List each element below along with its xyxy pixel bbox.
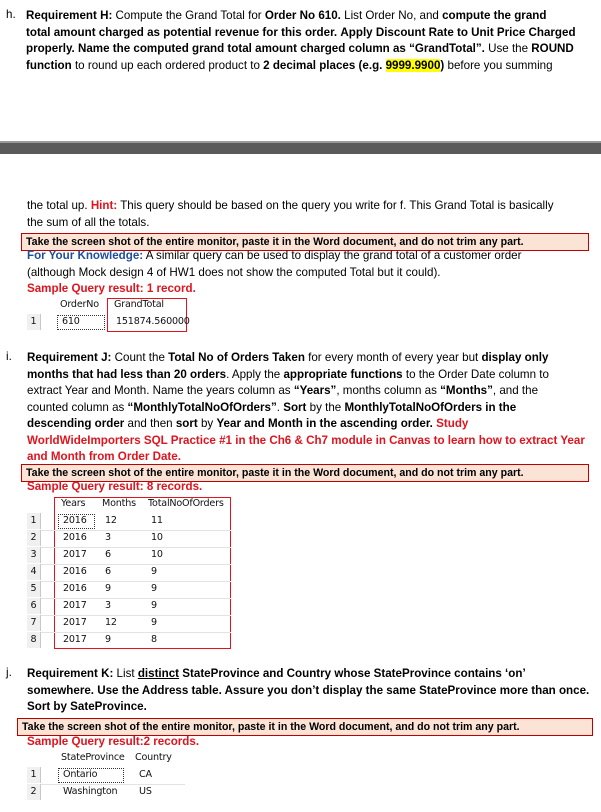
table-cell: 12 — [105, 617, 117, 628]
text-run: total amount charged as potential revenue for this order. — [26, 25, 338, 39]
table-cell: 9 — [151, 600, 157, 611]
row-number: 8 — [27, 632, 41, 648]
table-cell: 9 — [151, 566, 157, 577]
text-run: “Months” — [440, 384, 493, 397]
page-break-bar — [0, 143, 601, 154]
text-run: the total up. — [27, 199, 91, 212]
section-i-requirement-text — [27, 350, 597, 466]
cell-orderno: 610 — [62, 316, 80, 327]
text-run: List Order No, and — [340, 9, 443, 22]
text-run: Study — [436, 417, 469, 430]
text-run: Use the — [484, 42, 532, 55]
section-j-screenshot-note: Take the screen shot of the entire monitor, paste it in the Word document, and do not trim any part. — [17, 718, 593, 736]
text-line — [27, 416, 597, 433]
text-run: Requirement K: — [27, 667, 114, 680]
section-i-sample-label: Sample Query result: 8 records. — [27, 480, 203, 493]
text-run: extract Year and Month. Name the years column as — [27, 384, 294, 397]
text-line — [27, 433, 597, 450]
table-cell: 2017 — [63, 617, 87, 628]
section-j-sample-label: Sample Query result:2 records. — [27, 735, 200, 748]
text-run: , and the — [492, 384, 539, 397]
text-run: for every month of every year but — [304, 351, 482, 364]
text-run: StateProvince and Country whose StateProvince contains ‘on’ — [182, 667, 526, 680]
text-line — [27, 248, 597, 265]
table-cell: 10 — [151, 549, 163, 560]
row-number: 4 — [27, 564, 41, 580]
text-line — [26, 41, 596, 58]
table-cell: 2017 — [63, 600, 87, 611]
text-line — [27, 350, 597, 367]
row-number: 2 — [27, 530, 41, 546]
text-run: This query should be based on the query you write for f. This Grand Total is basically — [117, 199, 554, 212]
section-i-screenshot-note: Take the screen shot of the entire monitor, paste it in the Word document, and do not trim any part. — [21, 464, 589, 482]
text-run: compute the grand — [442, 9, 547, 22]
section-h-marker: h. — [6, 8, 16, 21]
section-h-sample-label: Sample Query result: 1 record. — [27, 282, 196, 295]
text-line — [26, 25, 596, 42]
cell-grandtotal: 151874.560000 — [116, 316, 190, 327]
text-run: For Your Knowledge: — [27, 249, 144, 262]
text-run: ) — [440, 58, 445, 72]
text-line — [27, 666, 597, 683]
column-header-totalnooforders: TotalNoOfOrders — [148, 498, 224, 509]
text-run: counted column as — [27, 400, 128, 414]
row-number: 6 — [27, 598, 41, 614]
column-header-stateprovince: StateProvince — [61, 752, 125, 763]
section-h-continued-text — [27, 198, 597, 231]
table-cell: 2016 — [63, 532, 87, 543]
table-cell: 9 — [151, 583, 157, 594]
section-i-marker: i. — [6, 350, 12, 363]
text-run: MonthlyTotalNoOfOrders in the — [344, 400, 517, 414]
section-h-result-grid — [27, 297, 192, 333]
text-line — [27, 367, 597, 384]
text-run: 9999.9900 — [385, 58, 441, 72]
row-number: 1 — [27, 767, 41, 783]
text-line — [27, 215, 597, 232]
table-cell: Ontario — [63, 769, 98, 780]
text-run: “Years” — [293, 384, 337, 397]
text-run: months that had less than 20 orders — [27, 367, 227, 381]
text-line — [26, 8, 596, 25]
text-run: display only — [481, 351, 549, 364]
row-number: 7 — [27, 615, 41, 631]
section-h-requirement-text — [26, 8, 596, 74]
text-line — [27, 699, 597, 716]
text-run: Total No of Orders Taken — [168, 351, 305, 364]
text-run: properly. — [26, 42, 75, 55]
text-line — [27, 198, 597, 215]
text-line — [27, 383, 597, 400]
text-run: and then — [124, 417, 176, 430]
table-cell: 9 — [151, 617, 157, 628]
table-cell: 12 — [105, 515, 117, 526]
table-cell: 6 — [105, 566, 111, 577]
text-run: . Apply the — [226, 367, 284, 381]
section-j-requirement-text — [27, 666, 597, 716]
table-cell: 11 — [151, 515, 163, 526]
section-j-result-grid — [27, 750, 187, 804]
text-run: Sort — [283, 400, 307, 414]
text-run: appropriate functions — [283, 367, 403, 381]
text-line — [26, 58, 596, 75]
text-run: by — [197, 417, 217, 430]
table-cell: 6 — [105, 549, 111, 560]
text-run: the sum of all the totals. — [27, 215, 150, 229]
text-run: Apply Discount Rate to Unit Price Charged — [340, 25, 576, 39]
text-run: and Month from Order Date. — [27, 450, 181, 463]
table-cell: 2016 — [63, 566, 87, 577]
row-number: 3 — [27, 547, 41, 563]
table-cell: 9 — [105, 583, 111, 594]
text-run: sort — [175, 417, 198, 430]
text-run: descending order — [27, 417, 125, 430]
table-cell: 8 — [151, 634, 157, 645]
table-cell: 2017 — [63, 549, 87, 560]
table-cell: 2016 — [63, 515, 87, 526]
table-cell: US — [139, 786, 152, 797]
text-run: “MonthlyTotalNoOfOrders” — [127, 400, 277, 414]
text-run: WorldWideImporters SQL Practice #1 in the Ch6 & Ch7 module in Canvas to learn how to extract Year — [27, 433, 585, 447]
text-run: , months column as — [336, 384, 441, 397]
text-run: Order No 610. — [264, 9, 341, 22]
text-line — [27, 400, 597, 417]
table-cell: 2016 — [63, 583, 87, 594]
text-run: . — [276, 400, 284, 414]
table-cell: 10 — [151, 532, 163, 543]
section-i-result-grid — [27, 496, 233, 650]
column-header-months: Months — [102, 498, 136, 509]
row-number: 5 — [27, 581, 41, 597]
table-cell: CA — [139, 769, 152, 780]
table-cell: 3 — [105, 600, 111, 611]
row-number: 2 — [27, 784, 41, 800]
section-h-knowledge-text — [27, 248, 597, 281]
text-run: List — [113, 667, 138, 680]
text-line — [27, 683, 597, 700]
text-run: to the Order Date column to — [402, 367, 549, 381]
text-run: Count the — [111, 351, 169, 364]
table-cell: 3 — [105, 532, 111, 543]
section-j-marker: j. — [6, 666, 12, 679]
text-run: Year and Month in the ascending order. — [216, 417, 433, 430]
text-run: Sort by SateProvince. — [27, 700, 147, 713]
text-run: Hint: — [90, 199, 118, 212]
text-run: distinct — [137, 667, 180, 680]
row-number: 1 — [27, 314, 41, 330]
table-cell: 9 — [105, 634, 111, 645]
column-header-years: Years — [61, 498, 86, 509]
text-line — [27, 265, 597, 282]
text-run: by the — [306, 400, 345, 414]
text-run: Name the computed grand total amount charged column as “GrandTotal”. — [77, 42, 485, 55]
text-run: ROUND — [531, 42, 574, 55]
text-run: Compute the Grand Total for — [112, 9, 265, 22]
text-run: Requirement H: — [26, 9, 113, 22]
table-cell: Washington — [63, 786, 118, 797]
text-run: Requirement J: — [27, 351, 112, 364]
column-header-grandtotal: GrandTotal — [114, 299, 164, 310]
section-h-screenshot-note: Take the screen shot of the entire monitor, paste it in the Word document, and do not trim any part. — [21, 233, 589, 251]
text-run: before you summing — [444, 58, 553, 72]
table-cell: 2017 — [63, 634, 87, 645]
text-run: A similar query can be used to display the grand total of a customer order — [143, 249, 522, 262]
text-run: to round up each ordered product to — [71, 58, 264, 72]
row-number: 1 — [27, 513, 41, 529]
text-run: function — [26, 58, 72, 72]
text-run: 2 decimal places (e.g. — [263, 58, 386, 72]
column-header-country: Country — [135, 752, 172, 763]
text-run: somewhere. Use the Address table. Assure you don’t display the same StateProvince more than once. — [27, 683, 590, 697]
column-header-orderno: OrderNo — [60, 299, 99, 310]
text-run: (although Mock design 4 of HW1 does not show the computed Total but it could). — [27, 265, 441, 279]
